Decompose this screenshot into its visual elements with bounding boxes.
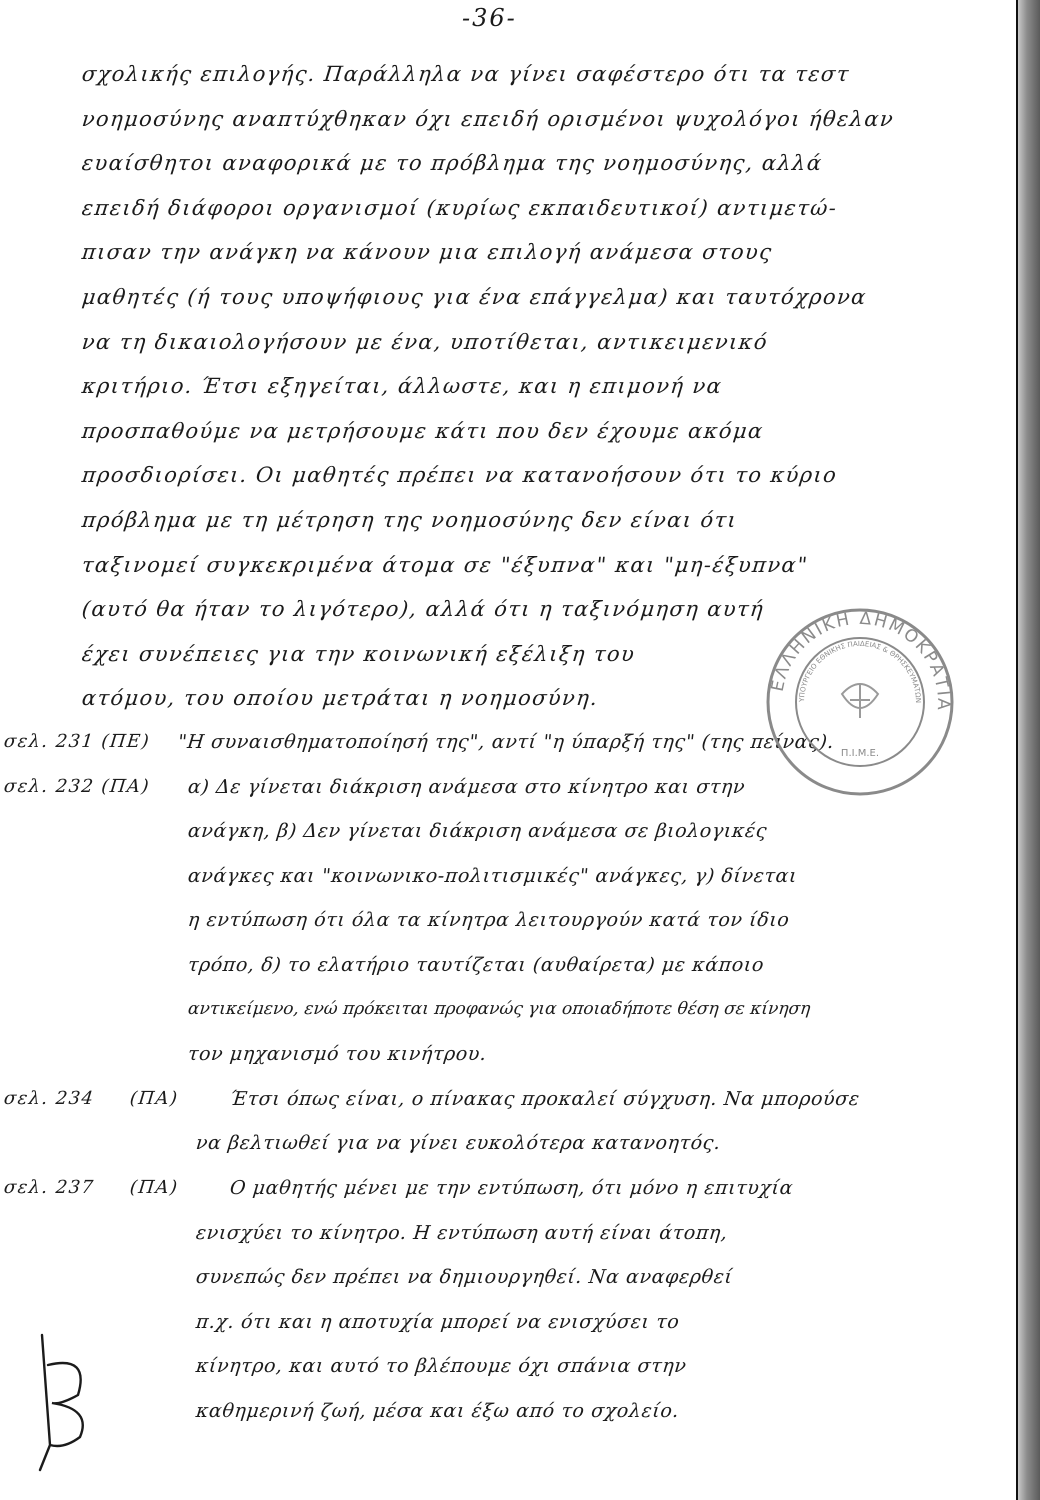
note-line: κίνητρο, και αυτό το βλέπουμε όχι σπάνια στην <box>194 1355 688 1377</box>
official-stamp <box>762 604 958 800</box>
note-reference: σελ. 232 (ΠΑ) <box>2 776 151 797</box>
text-line: επειδή διάφοροι οργανισμοί (κυρίως εκπαιδευτικοί) αντιμετώ- <box>80 196 839 220</box>
text-line: (αυτό θα ήταν το λιγότερο), αλλά ότι η ταξινόμηση αυτή <box>80 597 766 621</box>
note-line: Έτσι όπως είναι, ο πίνακας προκαλεί σύγχυση. Να μπορούσε <box>228 1088 861 1110</box>
note-line: να βελτιωθεί για να γίνει ευκολότερα κατανοητός. <box>194 1132 722 1154</box>
text-line: νοημοσύνης αναπτύχθηκαν όχι επειδή ορισμένοι ψυχολόγοι ήθελαν <box>80 107 896 131</box>
stamp-emblem <box>842 684 878 718</box>
note-line: συνεπώς δεν πρέπει να δημιουργηθεί. Να αναφερθεί <box>194 1266 734 1288</box>
text-line: έχει συνέπειες για την κοινωνική εξέλιξη του <box>80 642 637 666</box>
note-line: Ο μαθητής μένει με την εντύπωση, ότι μόνο η επιτυχία <box>228 1177 795 1199</box>
text-line: ευαίσθητοι αναφορικά με το πρόβλημα της νοημοσύνης, αλλά <box>80 151 824 175</box>
stamp-bottom-text: Π.Ι.Μ.Ε. <box>840 748 880 759</box>
text-line: μαθητές (ή τους υποψήφιους για ένα επάγγελμα) και ταυτόχρονα <box>80 285 869 309</box>
note-line: καθημερινή ζωή, μέσα και έξω από το σχολείο. <box>194 1400 681 1422</box>
note-tag: (ΠΑ) <box>128 1088 180 1109</box>
text-line: προσπαθούμε να μετρήσουμε κάτι που δεν έχουμε ακόμα <box>80 419 765 443</box>
stamp-inner-text: ΥΠΟΥΡΓΕΙΟ ΕΘΝΙΚΗΣ ΠΑΙΔΕΙΑΣ & ΘΡΗΣΚΕΥΜΑΤΩΝ <box>797 639 923 704</box>
note-reference: σελ. 231 (ΠΕ) <box>2 731 152 752</box>
text-line: να τη δικαιολογήσουν με ένα, υποτίθεται, αντικειμενικό <box>80 330 770 354</box>
note-line: τρόπο, δ) το ελατήριο ταυτίζεται (αυθαίρετα) με κάποιο <box>186 954 766 976</box>
text-line: προσδιορίσει. Οι μαθητές πρέπει να κατανοήσουν ότι το κύριο <box>80 463 839 487</box>
binding-gutter <box>1018 0 1040 1500</box>
text-line: σχολικής επιλογής. Παράλληλα να γίνει σαφέστερο ότι τα τεστ <box>80 62 852 86</box>
stamp-outer-text: ΕΛΛΗΝΙΚΗ ΔΗΜΟΚΡΑΤΙΑ <box>767 608 954 713</box>
note-line: π.χ. ότι και η αποτυχία μπορεί να ενισχύσει το <box>194 1311 681 1333</box>
note-line: ανάγκη, β) Δεν γίνεται διάκριση ανάμεσα σε βιολογικές <box>186 820 769 842</box>
note-line: η εντύπωση ότι όλα τα κίνητρα λειτουργούν κατά τον ίδιο <box>186 909 791 931</box>
text-line: ατόμου, του οποίου μετράται η νοημοσύνη. <box>80 686 600 710</box>
note-line: ενισχύει το κίνητρο. Η εντύπωση αυτή είναι άτοπη, <box>194 1222 729 1244</box>
note-line: τον μηχανισμό του κινήτρου. <box>186 1043 488 1065</box>
note-line: αντικείμενο, ενώ πρόκειται προφανώς για οποιαδήποτε θέση σε κίνηση <box>186 999 812 1019</box>
note-line: "Η συναισθηματοποίησή της", αντί "η ύπαρξή της" (της πείνας). <box>176 731 836 753</box>
note-reference: σελ. 234 <box>2 1088 96 1109</box>
signature <box>20 1325 100 1475</box>
note-line: ανάγκες και "κοινωνικο-πολιτισμικές" ανάγκες, γ) δίνεται <box>186 865 799 887</box>
text-line: ταξινομεί συγκεκριμένα άτομα σε "έξυπνα" και "μη-έξυπνα" <box>80 553 810 577</box>
note-tag: (ΠΑ) <box>128 1177 180 1198</box>
text-line: πρόβλημα με τη μέτρηση της νοημοσύνης δεν είναι ότι <box>80 508 739 532</box>
note-line: α) Δε γίνεται διάκριση ανάμεσα στο κίνητρο και στην <box>186 776 747 798</box>
text-line: κριτήριο. Έτσι εξηγείται, άλλωστε, και η επιμονή να <box>80 374 724 398</box>
page-edge-line <box>1016 0 1018 1500</box>
page-number: -36- <box>462 4 517 32</box>
text-line: πισαν την ανάγκη να κάνουν μια επιλογή ανάμεσα στους <box>80 240 774 264</box>
note-reference: σελ. 237 <box>2 1177 96 1198</box>
